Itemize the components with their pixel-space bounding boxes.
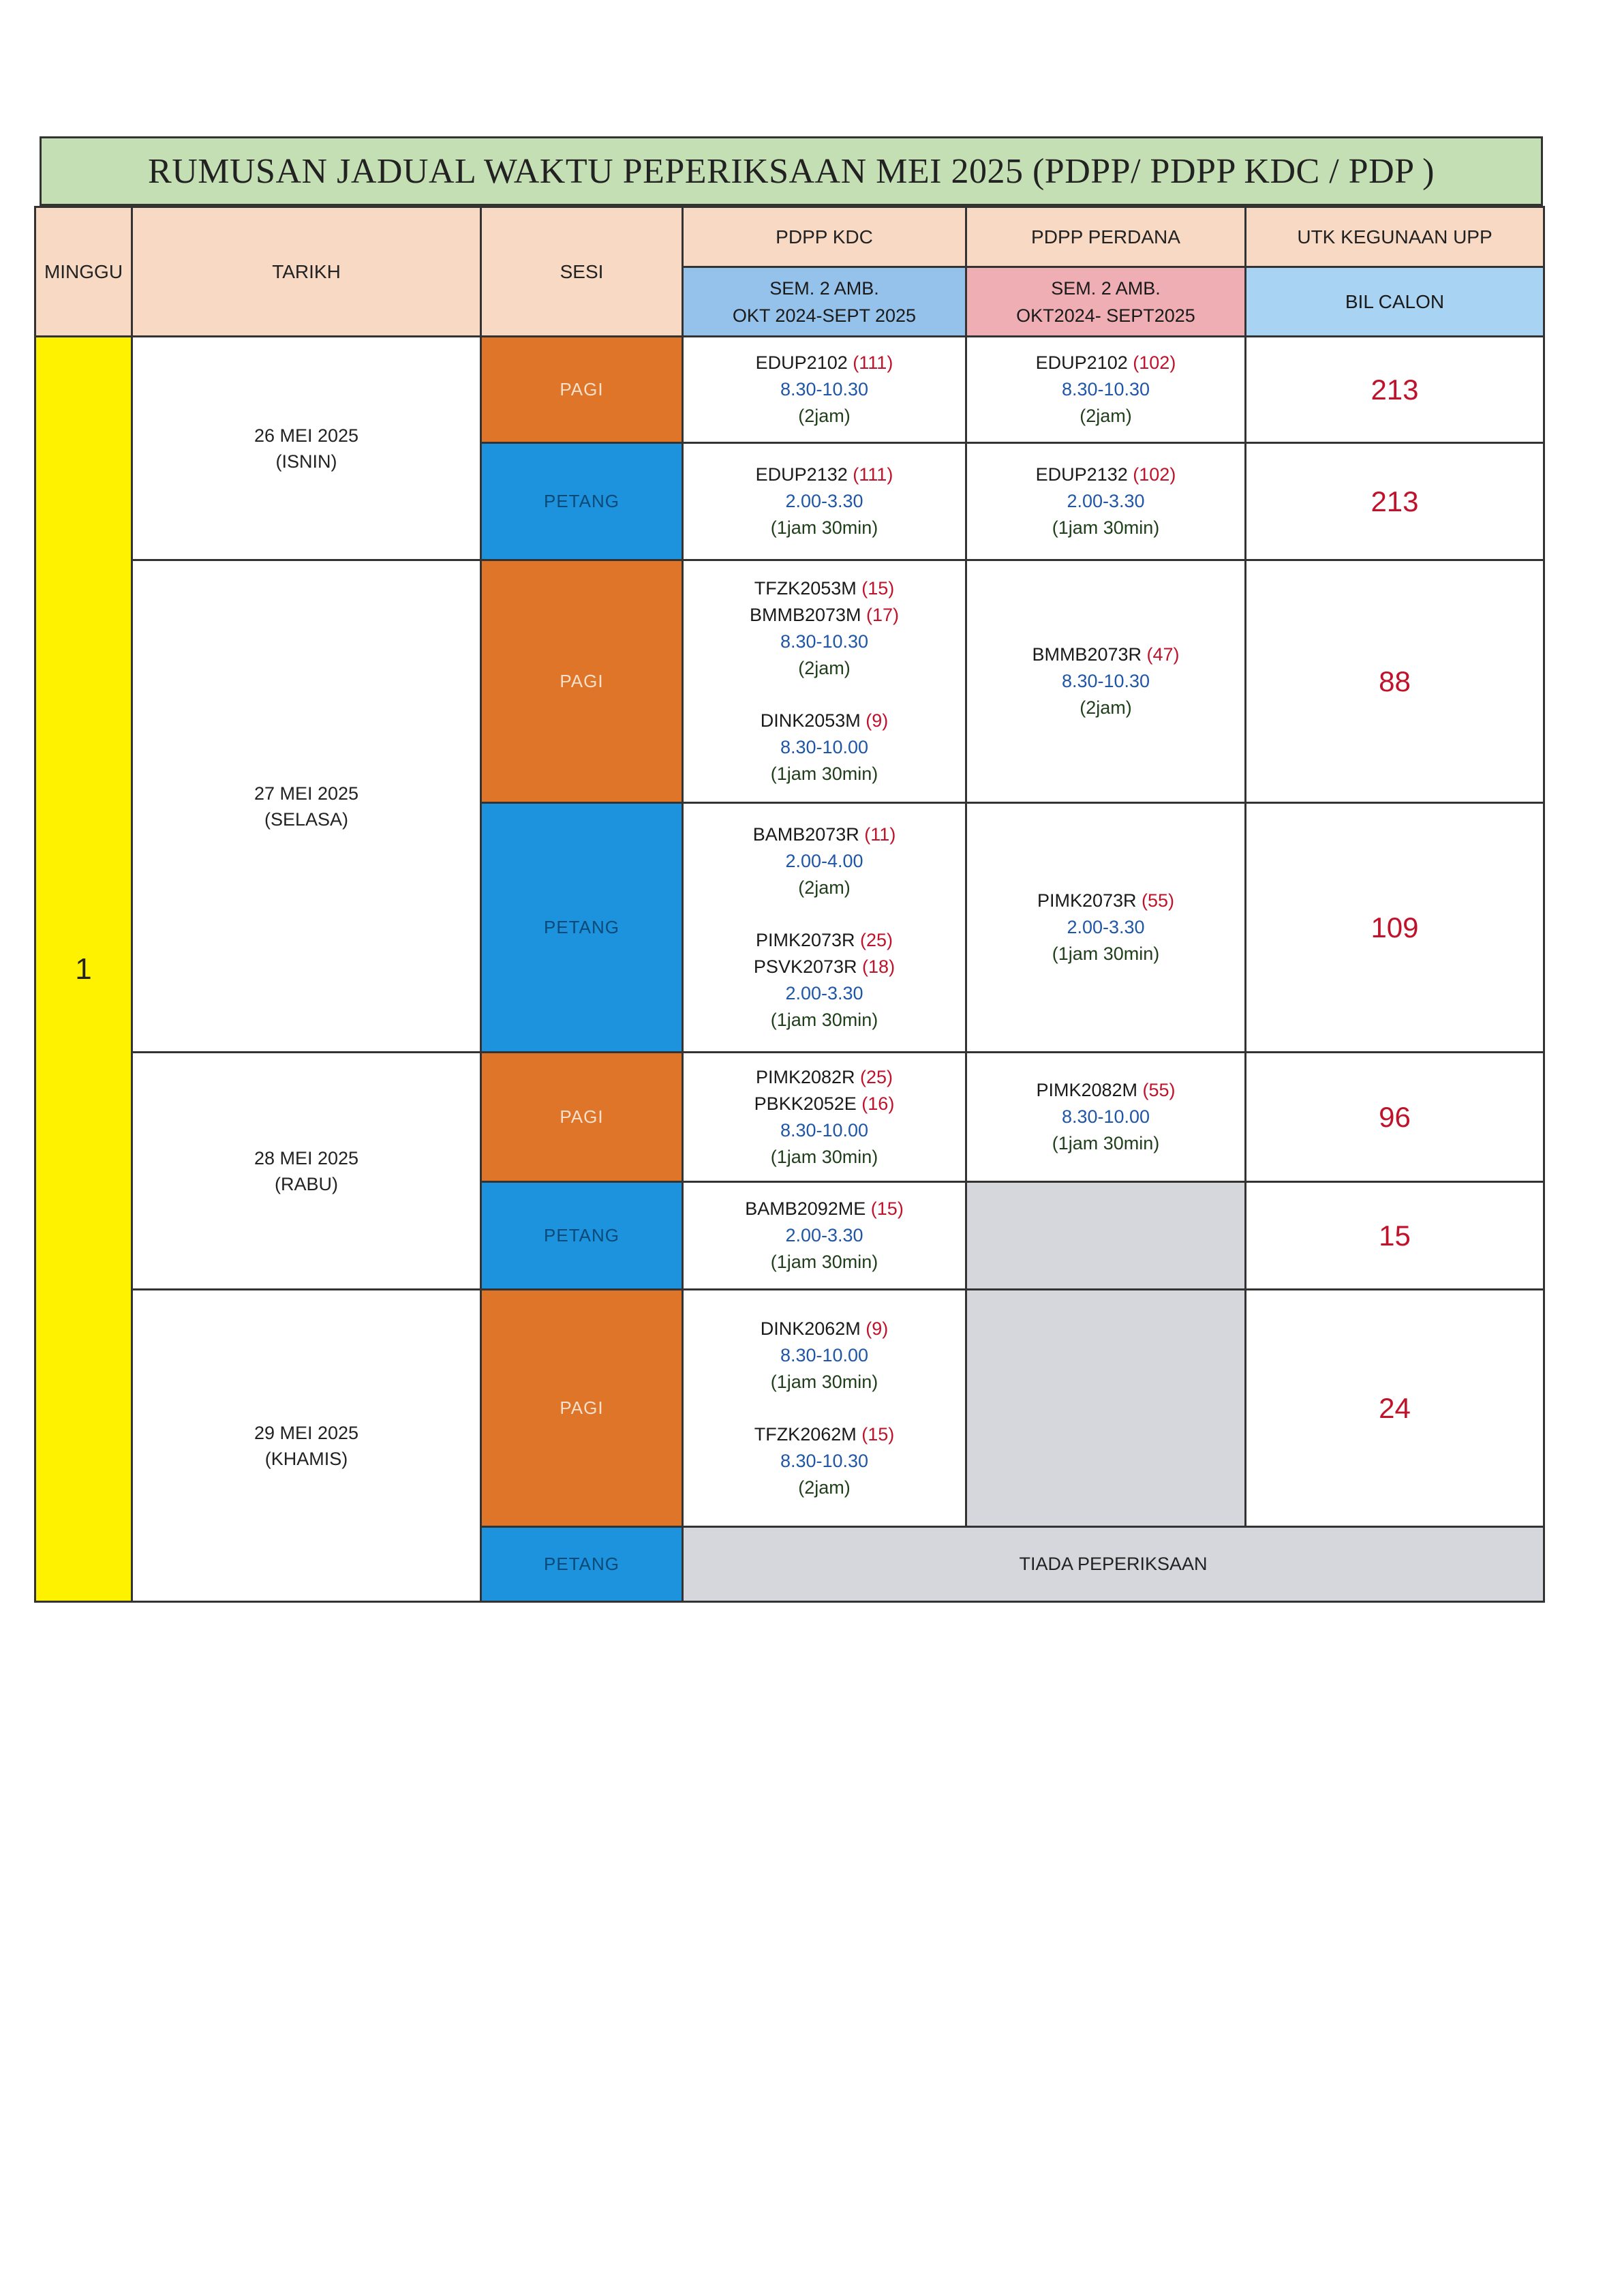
- exam-code: TFZK2053M: [754, 578, 857, 599]
- subheader-bil-calon: BIL CALON: [1246, 267, 1544, 337]
- exam-count: (55): [1142, 1080, 1176, 1100]
- exam-code: BMMB2073R: [1032, 644, 1142, 665]
- exam-time: 8.30-10.30: [780, 631, 869, 652]
- exam-cell-perdana: [966, 560, 1246, 803]
- date-cell-day2: [132, 560, 481, 1053]
- exam-code: PIMK2082M: [1036, 1080, 1138, 1100]
- exam-duration: (1jam 30min): [770, 1010, 878, 1030]
- exam-time: 2.00-3.30: [785, 1225, 863, 1245]
- day-label: (ISNIN): [275, 451, 337, 472]
- exam-duration: (1jam 30min): [770, 1146, 878, 1167]
- exam-time: 8.30-10.00: [1061, 1106, 1150, 1127]
- session-pagi: PAGI: [481, 1053, 683, 1182]
- exam-cell-perdana: [966, 337, 1246, 443]
- exam-count: (15): [861, 1423, 895, 1445]
- date-label: 29 MEI 2025: [254, 1422, 359, 1443]
- session-pagi: PAGI: [481, 337, 683, 443]
- bil-calon-value: 109: [1246, 803, 1544, 1053]
- session-petang: PETANG: [481, 1182, 683, 1290]
- date-label: 28 MEI 2025: [254, 1147, 359, 1168]
- exam-count: (9): [866, 1318, 889, 1339]
- exam-code: BMMB2073M: [749, 605, 861, 625]
- exam-code: BAMB2092ME: [745, 1198, 866, 1219]
- exam-cell-kdc: [683, 560, 966, 803]
- bil-calon-value: 24: [1246, 1290, 1544, 1527]
- exam-count: (16): [861, 1093, 895, 1114]
- day-label: (SELASA): [264, 809, 349, 830]
- exam-code: PIMK2073R: [1037, 890, 1137, 911]
- exam-code: EDUP2132: [755, 464, 848, 485]
- subheader-perdana: [966, 267, 1246, 337]
- exam-cell-kdc: [683, 1290, 966, 1527]
- exam-duration: (2jam): [798, 658, 851, 678]
- exam-code: DINK2062M: [760, 1318, 861, 1339]
- exam-duration: (1jam 30min): [770, 517, 878, 538]
- exam-code: PIMK2073R: [755, 930, 855, 950]
- day-label: (RABU): [275, 1173, 338, 1194]
- exam-code: TFZK2062M: [754, 1423, 857, 1445]
- exam-duration: (2jam): [1080, 697, 1132, 718]
- exam-count: (15): [870, 1198, 904, 1219]
- exam-count: (11): [864, 824, 896, 845]
- header-minggu: MINGGU: [35, 207, 132, 337]
- header-utk-kegunaan-upp: UTK KEGUNAAN UPP: [1246, 207, 1544, 267]
- session-petang: PETANG: [481, 1527, 683, 1602]
- subheader-kdc: [683, 267, 966, 337]
- exam-duration: (2jam): [798, 877, 851, 898]
- exam-code: BAMB2073R: [752, 824, 859, 845]
- exam-cell-perdana: [966, 1053, 1246, 1182]
- session-pagi: PAGI: [481, 1290, 683, 1527]
- exam-time: 8.30-10.30: [1061, 671, 1150, 691]
- exam-time: 2.00-3.30: [1067, 917, 1145, 937]
- session-pagi: PAGI: [481, 560, 683, 803]
- subheader-kdc-line2: OKT 2024-SEPT 2025: [732, 305, 917, 326]
- bil-calon-value: 213: [1246, 337, 1544, 443]
- exam-time: 8.30-10.00: [780, 1119, 869, 1141]
- day-label: (KHAMIS): [264, 1448, 348, 1469]
- exam-code: EDUP2102: [1035, 352, 1128, 373]
- header-sesi: SESI: [481, 207, 683, 337]
- exam-count: (25): [860, 1066, 893, 1087]
- exam-count: (25): [860, 930, 893, 950]
- exam-code: PBKK2052E: [754, 1093, 857, 1114]
- header-pdpp-perdana: PDPP PERDANA: [966, 207, 1246, 267]
- subheader-perdana-line1: SEM. 2 AMB.: [1051, 277, 1161, 299]
- exam-cell-kdc: [683, 337, 966, 443]
- exam-count: (18): [862, 956, 896, 977]
- subheader-perdana-line2: OKT2024- SEPT2025: [1016, 305, 1195, 326]
- date-cell-day3: [132, 1053, 481, 1290]
- exam-time: 8.30-10.30: [780, 379, 869, 399]
- bil-calon-value: 15: [1246, 1182, 1544, 1290]
- exam-cell-kdc: [683, 443, 966, 560]
- schedule-table: [34, 206, 1545, 1603]
- exam-code: EDUP2132: [1035, 464, 1128, 485]
- exam-count: (47): [1146, 644, 1180, 665]
- exam-cell-perdana: [966, 803, 1246, 1053]
- exam-count: (17): [866, 605, 900, 625]
- exam-count: (55): [1142, 890, 1175, 911]
- no-exam-cell: TIADA PEPERIKSAAN: [683, 1527, 1544, 1602]
- session-petang: PETANG: [481, 443, 683, 560]
- exam-duration: (1jam 30min): [770, 1252, 878, 1272]
- exam-time: 8.30-10.30: [1061, 379, 1150, 399]
- bil-calon-value: 96: [1246, 1053, 1544, 1182]
- bil-calon-value: 213: [1246, 443, 1544, 560]
- exam-duration: (1jam 30min): [1052, 943, 1160, 964]
- exam-time: 2.00-3.30: [785, 491, 863, 511]
- exam-cell-kdc: [683, 803, 966, 1053]
- exam-duration: (2jam): [798, 406, 851, 426]
- date-cell-day4: [132, 1290, 481, 1602]
- empty-cell: [966, 1290, 1246, 1527]
- exam-time: 8.30-10.00: [780, 737, 869, 757]
- exam-time: 8.30-10.30: [780, 1450, 869, 1471]
- exam-time: 2.00-4.00: [785, 851, 863, 871]
- date-cell-day1: [132, 337, 481, 560]
- exam-cell-perdana: [966, 443, 1246, 560]
- empty-cell: [966, 1182, 1246, 1290]
- exam-count: (111): [853, 464, 893, 485]
- date-label: 27 MEI 2025: [254, 783, 359, 804]
- exam-count: (15): [861, 578, 895, 599]
- exam-count: (9): [866, 710, 889, 731]
- exam-code: PSVK2073R: [753, 956, 857, 977]
- exam-duration: (1jam 30min): [770, 1371, 878, 1392]
- exam-count: (111): [853, 352, 893, 373]
- subheader-kdc-line1: SEM. 2 AMB.: [769, 277, 879, 299]
- exam-code: EDUP2102: [755, 352, 848, 373]
- exam-duration: (1jam 30min): [1052, 517, 1160, 538]
- exam-duration: (1jam 30min): [770, 764, 878, 784]
- exam-cell-kdc: [683, 1182, 966, 1290]
- exam-duration: (2jam): [1080, 406, 1132, 426]
- schedule-title: RUMUSAN JADUAL WAKTU PEPERIKSAAN MEI 2025 (PDPP/ PDPP KDC / PDP ): [40, 136, 1543, 206]
- exam-count: (102): [1133, 352, 1176, 373]
- exam-duration: (1jam 30min): [1052, 1133, 1160, 1153]
- session-petang: PETANG: [481, 803, 683, 1053]
- bil-calon-value: 88: [1246, 560, 1544, 803]
- exam-code: DINK2053M: [760, 710, 861, 731]
- exam-time: 2.00-3.30: [1067, 491, 1145, 511]
- exam-cell-kdc: [683, 1053, 966, 1182]
- date-label: 26 MEI 2025: [254, 425, 359, 446]
- exam-time: 2.00-3.30: [785, 983, 863, 1003]
- header-pdpp-kdc: PDPP KDC: [683, 207, 966, 267]
- exam-time: 8.30-10.00: [780, 1344, 869, 1365]
- exam-count: (102): [1133, 464, 1176, 485]
- week-number: 1: [35, 337, 132, 1602]
- exam-code: PIMK2082R: [755, 1066, 855, 1087]
- header-tarikh: TARIKH: [132, 207, 481, 337]
- exam-duration: (2jam): [798, 1477, 851, 1498]
